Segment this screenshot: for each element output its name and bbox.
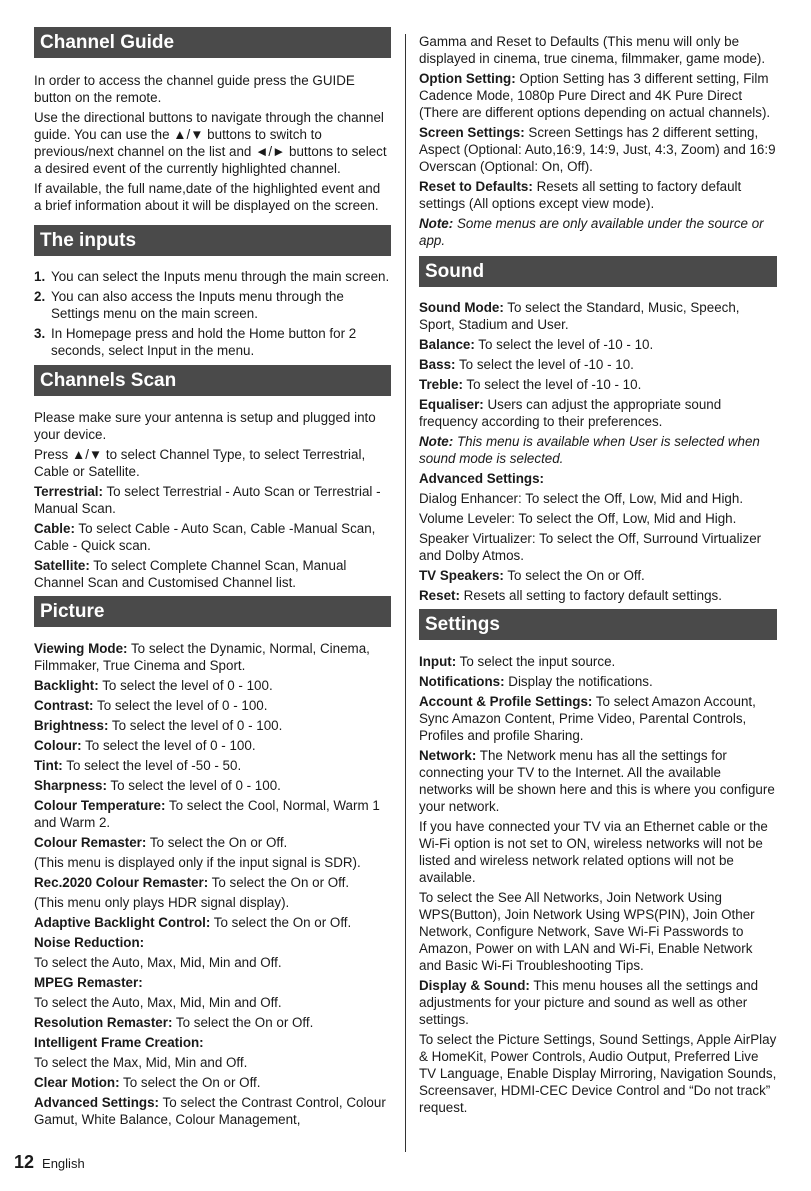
- paragraph: If available, the full name,date of the highlighted event and a brief information about it will be displayed on the screen.: [34, 181, 381, 213]
- advanced-settings-entry: Advanced Settings: To select the Contrast Control, Colour Gamut, White Balance, Colour Management,: [34, 1095, 386, 1127]
- heading-sound: Sound: [419, 256, 777, 287]
- equaliser-entry: Equaliser: Users can adjust the appropriate sound frequency according to their preferences.: [419, 397, 722, 429]
- clear-motion-entry: Clear Motion: To select the On or Off.: [34, 1075, 261, 1090]
- contrast-entry: Contrast: To select the level of 0 - 100.: [34, 698, 268, 713]
- notifications-entry: Notifications: Display the notifications.: [419, 674, 653, 689]
- column-divider: [405, 34, 406, 1152]
- paragraph: To select the Auto, Max, Mid, Min and Off.: [34, 955, 282, 970]
- display-sound-entry: Display & Sound: This menu houses all the settings and adjustments for your picture and sound as well as other settings.: [419, 978, 759, 1027]
- tint-entry: Tint: To select the level of -50 - 50.: [34, 758, 242, 773]
- rec2020-entry: Rec.2020 Colour Remaster: To select the On or Off.: [34, 875, 350, 890]
- viewing-mode-entry: Viewing Mode: To select the Dynamic, Normal, Cinema, Filmmaker, True Cinema and Sport.: [34, 641, 370, 673]
- paragraph: (This menu is displayed only if the input signal is SDR).: [34, 855, 361, 870]
- screen-settings-entry: Screen Settings: Screen Settings has 2 different setting, Aspect (Optional: Auto,16:9, 14:9, Just, 4:3, Zoom) and 16:9 Overscan (Optional: On, Off).: [419, 125, 776, 174]
- page-footer: [14, 1152, 85, 1173]
- cable-entry: Cable: To select Cable - Auto Scan, Cable -Manual Scan, Cable - Quick scan.: [34, 521, 376, 553]
- paragraph: Volume Leveler: To select the Off, Low, Mid and High.: [419, 511, 737, 526]
- colour-remaster-entry: Colour Remaster: To select the On or Off.: [34, 835, 288, 850]
- paragraph: Use the directional buttons to navigate through the channel guide. You can use the ▲/▼ buttons to switch to previous/next channel on the list and ◄/► buttons to select a desired event of the currently highlighted channel.: [34, 110, 387, 176]
- paragraph: Speaker Virtualizer: To select the Off, Surround Virtualizer and Dolby Atmos.: [419, 531, 762, 563]
- note: Note: Some menus are only available under the source or app.: [419, 216, 764, 248]
- sound-mode-entry: Sound Mode: To select the Standard, Music, Speech, Sport, Stadium and User.: [419, 300, 740, 332]
- paragraph: If you have connected your TV via an Ethernet cable or the Wi-Fi option is not set to ON, wireless networks will not be listed and wireless network related options will not be available.: [419, 819, 768, 885]
- heading-channel-guide: Channel Guide: [34, 27, 391, 58]
- noise-reduction-label: Noise Reduction:: [34, 935, 145, 950]
- paragraph: To select the Max, Mid, Min and Off.: [34, 1055, 248, 1070]
- heading-settings: Settings: [419, 609, 777, 640]
- tv-speakers-entry: TV Speakers: To select the On or Off.: [419, 568, 645, 583]
- brightness-entry: Brightness: To select the level of 0 - 100.: [34, 718, 283, 733]
- advanced-settings-label: Advanced Settings:: [419, 471, 545, 486]
- list-item: 2. You can also access the Inputs menu through the Settings menu on the main screen.: [34, 289, 344, 321]
- inputs-list: [34, 268, 391, 359]
- heading-the-inputs: The inputs: [34, 225, 391, 256]
- left-column: [34, 27, 391, 1128]
- note: Note: This menu is available when User is selected when sound mode is selected.: [419, 434, 760, 466]
- heading-channels-scan: Channels Scan: [34, 365, 391, 396]
- adaptive-backlight-entry: Adaptive Backlight Control: To select the On or Off.: [34, 915, 352, 930]
- bass-entry: Bass: To select the level of -10 - 10.: [419, 357, 634, 372]
- account-profile-entry: Account & Profile Settings: To select Amazon Account, Sync Amazon Content, Prime Video, Parental Controls, Profiles and profile Sharing.: [419, 694, 756, 743]
- colour-entry: Colour: To select the level of 0 - 100.: [34, 738, 256, 753]
- paragraph: (This menu only plays HDR signal display).: [34, 895, 290, 910]
- colour-temperature-entry: Colour Temperature: To select the Cool, Normal, Warm 1 and Warm 2.: [34, 798, 380, 830]
- treble-entry: Treble: To select the level of -10 - 10.: [419, 377, 642, 392]
- network-entry: Network: The Network menu has all the settings for connecting your TV to the Internet. All the available networks will be shown here and this is where you configure your network.: [419, 748, 775, 814]
- reset-entry: Reset: Resets all setting to factory default settings.: [419, 588, 722, 603]
- right-column: [419, 33, 777, 1116]
- list-item: 1. You can select the Inputs menu through the main screen.: [34, 269, 390, 284]
- intelligent-frame-label: Intelligent Frame Creation:: [34, 1035, 204, 1050]
- mpeg-remaster-label: MPEG Remaster:: [34, 975, 143, 990]
- backlight-entry: Backlight: To select the level of 0 - 100.: [34, 678, 273, 693]
- sharpness-entry: Sharpness: To select the level of 0 - 100.: [34, 778, 281, 793]
- paragraph: To select the Auto, Max, Mid, Min and Off.: [34, 995, 282, 1010]
- paragraph: Press ▲/▼ to select Channel Type, to select Terrestrial, Cable or Satellite.: [34, 447, 366, 479]
- balance-entry: Balance: To select the level of -10 - 10.: [419, 337, 654, 352]
- paragraph: In order to access the channel guide press the GUIDE button on the remote.: [34, 73, 355, 105]
- paragraph: Gamma and Reset to Defaults (This menu will only be displayed in cinema, true cinema, filmmaker, game mode).: [419, 34, 766, 66]
- resolution-remaster-entry: Resolution Remaster: To select the On or Off.: [34, 1015, 314, 1030]
- reset-defaults-entry: Reset to Defaults: Resets all setting to factory default settings (All options except view mode).: [419, 179, 742, 211]
- input-entry: Input: To select the input source.: [419, 654, 616, 669]
- terrestrial-entry: Terrestrial: To select Terrestrial - Auto Scan or Terrestrial - Manual Scan.: [34, 484, 381, 516]
- footer-language: English: [42, 1156, 85, 1171]
- page-number: 12: [14, 1152, 35, 1172]
- paragraph: Please make sure your antenna is setup and plugged into your device.: [34, 410, 376, 442]
- heading-picture: Picture: [34, 596, 391, 627]
- list-item: 3. In Homepage press and hold the Home button for 2 seconds, select Input in the menu.: [34, 326, 357, 358]
- option-setting-entry: Option Setting: Option Setting has 3 different setting, Film Cadence Mode, 1080p Pure Direct and 4K Pure Direct (There are different options depending on actual channels).: [419, 71, 771, 120]
- paragraph: To select the See All Networks, Join Network Using WPS(Button), Join Network Using WPS(PIN), Join Other Network, Configure Network, Save Wi-Fi Passwords to Amazon, Power on with LAN and Wi-Fi, Enable Network and Basic Wi-Fi Troubleshooting Tips.: [419, 890, 755, 973]
- satellite-entry: Satellite: To select Complete Channel Scan, Manual Channel Scan and Customised Channel list.: [34, 558, 347, 590]
- paragraph: To select the Picture Settings, Sound Settings, Apple AirPlay & HomeKit, Power Controls, Audio Output, Preferred Live TV Language, Enable Display Mirroring, Navigation Sounds, Screensaver, HDMI-CEC Device Control and “Do not track” request.: [419, 1032, 777, 1115]
- paragraph: Dialog Enhancer: To select the Off, Low, Mid and High.: [419, 491, 744, 506]
